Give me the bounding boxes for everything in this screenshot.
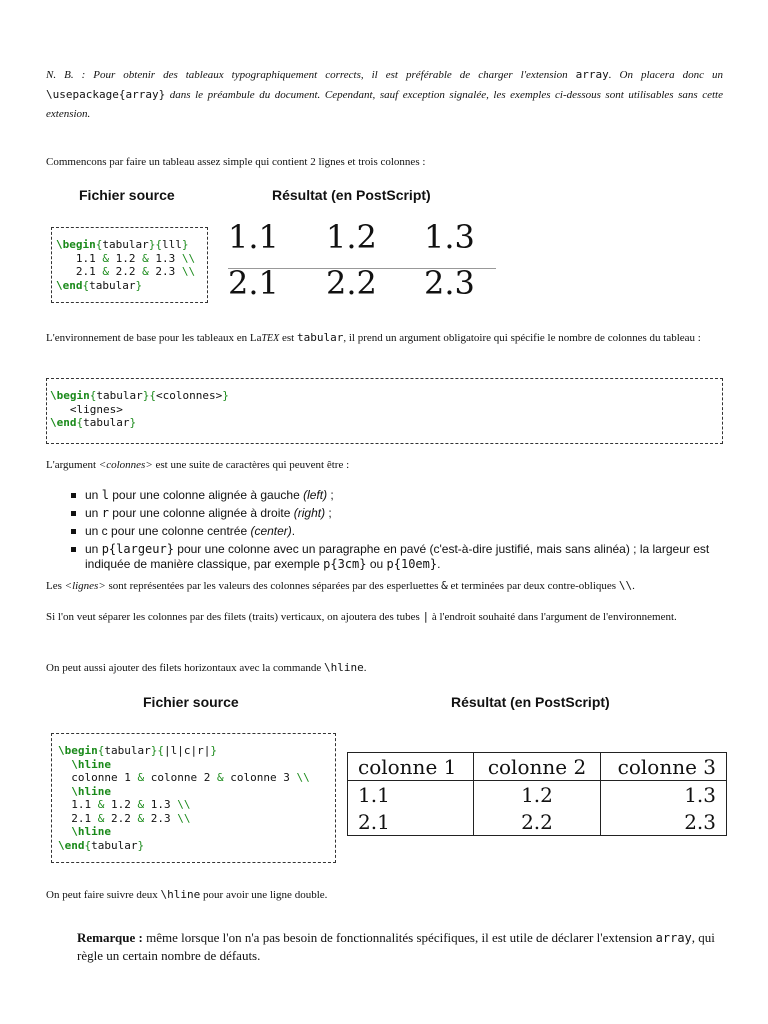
example1-result-table (228, 218, 498, 302)
remark-paragraph: Remarque : même lorsque l'on n'a pas besoin de fonctionnalités spécifiques, il est utile de déclarer l'extension array, qui règle un certain nombre de défauts. (77, 930, 715, 963)
lignes-paragraph: Les <lignes> sont représentées par les valeurs des colonnes séparées par des esperluettes & et terminées par deux contre-obliques \\. (46, 579, 635, 592)
intro-text: Commencons par faire un tableau assez simple qui contient 2 lignes et trois colonnes : (46, 156, 426, 168)
list-item: un r pour une colonne alignée à droite (right) ; (69, 504, 721, 522)
vertical-paragraph: Si l'on veut séparer les colonnes par des filets (traits) verticaux, on ajoutera des tubes | à l'endroit souhaité dans l'argument de l'environnement. (46, 610, 677, 623)
table-row (348, 808, 727, 836)
code-end-keyword: \end (56, 278, 83, 292)
nb-paragraph (46, 65, 723, 124)
basic-code-block: \begin{tabular}{<colonnes>} <lignes> \end{tabular} (46, 378, 723, 444)
double-hline-paragraph: On peut faire suivre deux \hline pour avoir une ligne double. (46, 888, 328, 901)
table-cell: colonne 3 (600, 753, 726, 781)
nb-text-2: . On placera donc un (608, 69, 723, 81)
list-item: un l pour une colonne alignée à gauche (left) ; (69, 486, 721, 504)
result-cell: 1.2 (326, 218, 377, 256)
example2-source-header: Fichier source (143, 694, 239, 710)
table-row (348, 781, 727, 809)
table-cell: 1.1 (348, 781, 474, 809)
argument-paragraph: L'argument <colonnes> est une suite de caractères qui peuvent être : (46, 459, 350, 471)
column-spec-list (69, 486, 721, 572)
example2-result-header: Résultat (en PostScript) (451, 694, 610, 710)
table-cell: 1.2 (474, 781, 600, 809)
code-begin-keyword: \begin (56, 238, 96, 251)
result-cell: 1.1 (228, 218, 279, 256)
result-cell: 2.1 (228, 264, 279, 302)
nb-code-array: array (575, 68, 609, 81)
nb-code-usepackage: \usepackage{array} (46, 88, 166, 101)
tex-logo: TEX (261, 333, 280, 344)
table-cell: colonne 1 (348, 753, 474, 781)
nb-text-3: dans le préambule du document. Cependant, sauf exception signalée, les exemples ci-dessous sont utilisables sans cette extension. (46, 89, 723, 120)
table-row (348, 753, 727, 781)
example2-code-block: \begin{tabular}{|l|c|r|} \hline colonne 1 & colonne 2 & colonne 3 \\ \hline 1.1 & 1.2 & 1.3 \\ 2.1 & 2.2 & 2.3 \\ \hline \end{tabular} (51, 733, 336, 863)
example1-result-header: Résultat (en PostScript) (272, 187, 431, 203)
example1-code-block: \begin{tabular}{lll} 1.1 & 1.2 & 1.3 \\ 2.1 & 2.2 & 2.3 \\ \end{tabular} (51, 227, 208, 303)
example1-source-header: Fichier source (79, 187, 175, 203)
result-cell: 2.2 (326, 264, 377, 302)
result-cell: 2.3 (424, 264, 475, 302)
table-cell: colonne 2 (474, 753, 600, 781)
list-item: un p{largeur} pour une colonne avec un paragraphe en pavé (c'est-à-dire justifié, mais sans alinéa) ; la largeur est indiquée de manière classique, par exemple p{3cm} ou p{10em}. (69, 540, 721, 572)
table-cell: 2.3 (600, 808, 726, 836)
nb-text-1: N. B. : Pour obtenir des tableaux typographiquement corrects, il est préférable de charger l'extension (46, 69, 576, 81)
example2-result-table (347, 752, 727, 836)
result-cell: 1.3 (424, 218, 475, 256)
table-cell: 2.2 (474, 808, 600, 836)
table-cell: 1.3 (600, 781, 726, 809)
env-paragraph: L'environnement de base pour les tableaux en LaTEX est tabular, il prend un argument obligatoire qui spécifie le nombre de colonnes du tableau : (46, 331, 701, 344)
remark-label: Remarque : (77, 930, 143, 945)
env-code-tabular: tabular (297, 331, 344, 344)
table-cell: 2.1 (348, 808, 474, 836)
list-item: un c pour une colonne centrée (center). (69, 522, 721, 540)
hline-paragraph: On peut aussi ajouter des filets horizontaux avec la commande \hline. (46, 661, 367, 674)
